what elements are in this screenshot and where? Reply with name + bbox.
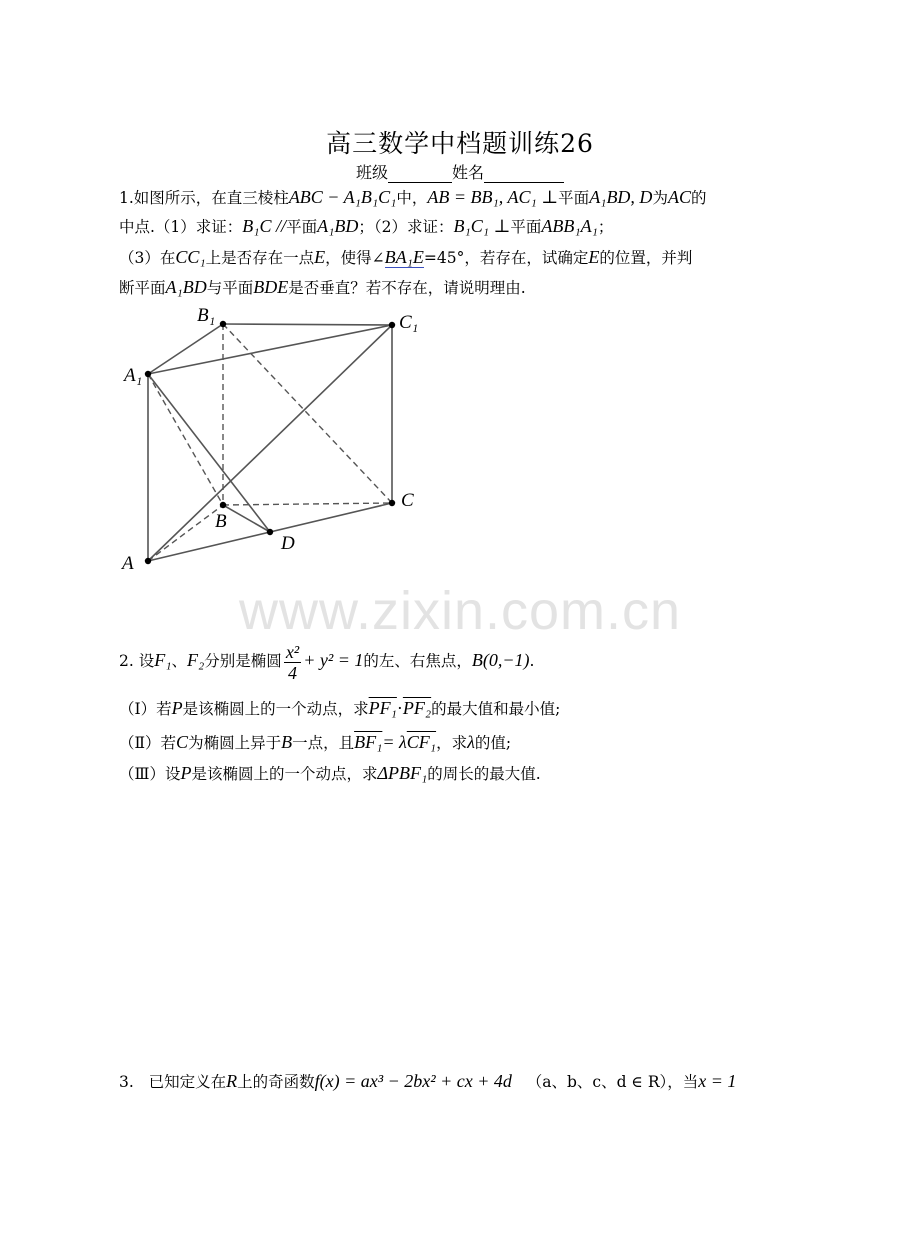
q1-text: 中点.（1）求证： — [119, 218, 243, 236]
q2-math: + y² = 1 — [303, 650, 364, 670]
q2-text: . — [529, 652, 535, 670]
point-c — [389, 500, 395, 506]
q1-text: ；（2）求证： — [358, 218, 454, 236]
name-label: 姓名 — [452, 163, 485, 182]
q2-text: 的左、右焦点， — [363, 652, 472, 670]
label-b: B — [215, 511, 227, 532]
q2-text: 一点，且 — [292, 734, 355, 752]
ellipse-fraction — [284, 642, 301, 683]
q3-math: f(x) = ax³ − 2bx² + cx + 4d — [314, 1071, 512, 1091]
q1-math: A₁BD — [165, 277, 207, 297]
q1-text: 与平面 — [206, 279, 254, 297]
q1-math: ABC − A₁B₁C₁ — [288, 187, 397, 207]
vector-pf2: PF₂ — [402, 698, 432, 718]
q2-text: 、 — [171, 652, 188, 670]
q2-math: P — [171, 698, 183, 718]
point-a1 — [145, 371, 151, 377]
watermark: www.zixin.com.cn — [238, 581, 682, 641]
q2-text: 设 — [138, 652, 155, 670]
label-a1: A₁ — [124, 365, 143, 386]
q1-text: =45°，若存在，试确定 — [423, 249, 589, 267]
q2-text: ，求 — [436, 734, 468, 752]
q2-math: P — [180, 763, 192, 783]
edge-a-c1 — [148, 325, 392, 561]
q2-math: λ — [467, 732, 475, 752]
q2-text: 的周长的最大值. — [427, 765, 541, 783]
q2-text: 的值; — [474, 734, 512, 752]
q2-math: B — [281, 732, 293, 752]
point-c1 — [389, 322, 395, 328]
q1-math: AC — [667, 187, 691, 207]
page-title: 高三数学中档题训练26 — [326, 129, 594, 158]
q2-number: 2. — [119, 652, 134, 670]
q2-math: F₁ — [154, 650, 172, 670]
q1-text: 断平面 — [119, 279, 166, 297]
q2-text: 为椭圆上异于 — [188, 734, 282, 752]
edge-b1-c1 — [223, 324, 392, 325]
q1-math: BDE — [253, 277, 289, 297]
q2-text: （Ⅲ）设 — [119, 765, 181, 783]
q3-math: x = 1 — [698, 1071, 737, 1091]
q1-text: 上是否存在一点 — [205, 249, 315, 267]
q1-text: （3）在 — [119, 249, 176, 267]
dot-operator: · — [396, 698, 403, 718]
q1-math: E — [314, 247, 326, 267]
class-label: 班级 — [355, 163, 388, 182]
label-c: C — [401, 490, 414, 511]
edge-a1-b — [148, 374, 223, 505]
edge-b1-c — [223, 324, 392, 503]
fraction-numerator: x² — [285, 641, 300, 662]
point-b1 — [220, 321, 226, 327]
q3-line-1 — [119, 1070, 736, 1092]
q2-part-2 — [119, 731, 511, 753]
q1-text: 中， — [396, 189, 428, 207]
q1-text: 如图所示，在直三棱柱 — [133, 189, 289, 207]
q1-text: ； — [597, 218, 614, 236]
q2-text: 是该椭圆上的一个动点，求 — [191, 765, 378, 783]
q2-text: 分别是椭圆 — [204, 652, 282, 670]
q2-math: C — [176, 732, 189, 752]
q2-text: 是该椭圆上的一个动点，求 — [182, 700, 369, 718]
q3-text: 已知定义在 — [148, 1073, 227, 1091]
q2-text: （Ⅰ）若 — [119, 700, 172, 718]
point-a — [145, 558, 151, 564]
q1-math: AB = BB₁, AC₁ ⊥ — [427, 187, 559, 207]
q2-part-1 — [119, 697, 560, 719]
q1-text: ，使得∠ — [325, 249, 385, 267]
q1-math: CC₁ — [175, 247, 206, 267]
q3-text: （a、b、c、d ∈ R），当 — [526, 1073, 699, 1091]
q1-math: B₁C // — [242, 216, 287, 236]
fraction-denominator: 4 — [288, 662, 297, 683]
q1-number: 1. — [119, 189, 134, 207]
q2-math: B(0,−1) — [471, 650, 530, 670]
q3-math: R — [226, 1071, 238, 1091]
q1-text: 为 — [652, 189, 668, 207]
q2-line-1 — [119, 640, 534, 683]
q2-math: = λ — [382, 732, 407, 752]
q2-text: 的最大值和最小值; — [431, 700, 561, 718]
q2-part-3 — [119, 762, 541, 784]
vector-cf1: CF₁ — [406, 732, 437, 752]
q1-text: 平面 — [286, 218, 318, 236]
prism-figure — [0, 0, 920, 600]
edge-a1-d — [148, 374, 270, 532]
vector-pf1: PF₁ — [368, 698, 397, 718]
q1-math: BA₁E — [384, 247, 424, 267]
q1-text: 平面 — [558, 189, 590, 207]
vector-bf1: BF₁ — [354, 732, 383, 752]
label-d: D — [281, 533, 295, 554]
label-b1: B₁ — [197, 305, 216, 326]
point-b — [220, 502, 226, 508]
q1-math: ABB₁A₁ — [541, 216, 598, 236]
point-d — [267, 529, 273, 535]
q1-math: B₁C₁ ⊥ — [453, 216, 511, 236]
q1-text: 的位置，并判 — [599, 249, 693, 267]
q1-math: E — [588, 247, 600, 267]
q3-text: 上的奇函数 — [237, 1073, 315, 1091]
label-a: A — [122, 553, 134, 574]
q1-text: 平面 — [510, 218, 542, 236]
q2-math: F₂ — [187, 650, 205, 670]
q1-math: A₁BD, D — [589, 187, 653, 207]
label-c1: C₁ — [399, 312, 419, 333]
q1-math: A₁BD — [317, 216, 359, 236]
edge-b-d — [223, 505, 270, 532]
q2-text: （Ⅱ）若 — [119, 734, 177, 752]
q1-text: 是否垂直？若不存在，请说明理由. — [288, 279, 526, 297]
q2-math: ΔPBF₁ — [377, 763, 428, 783]
q3-number: 3. — [119, 1073, 134, 1091]
q1-text: 的 — [690, 189, 707, 207]
